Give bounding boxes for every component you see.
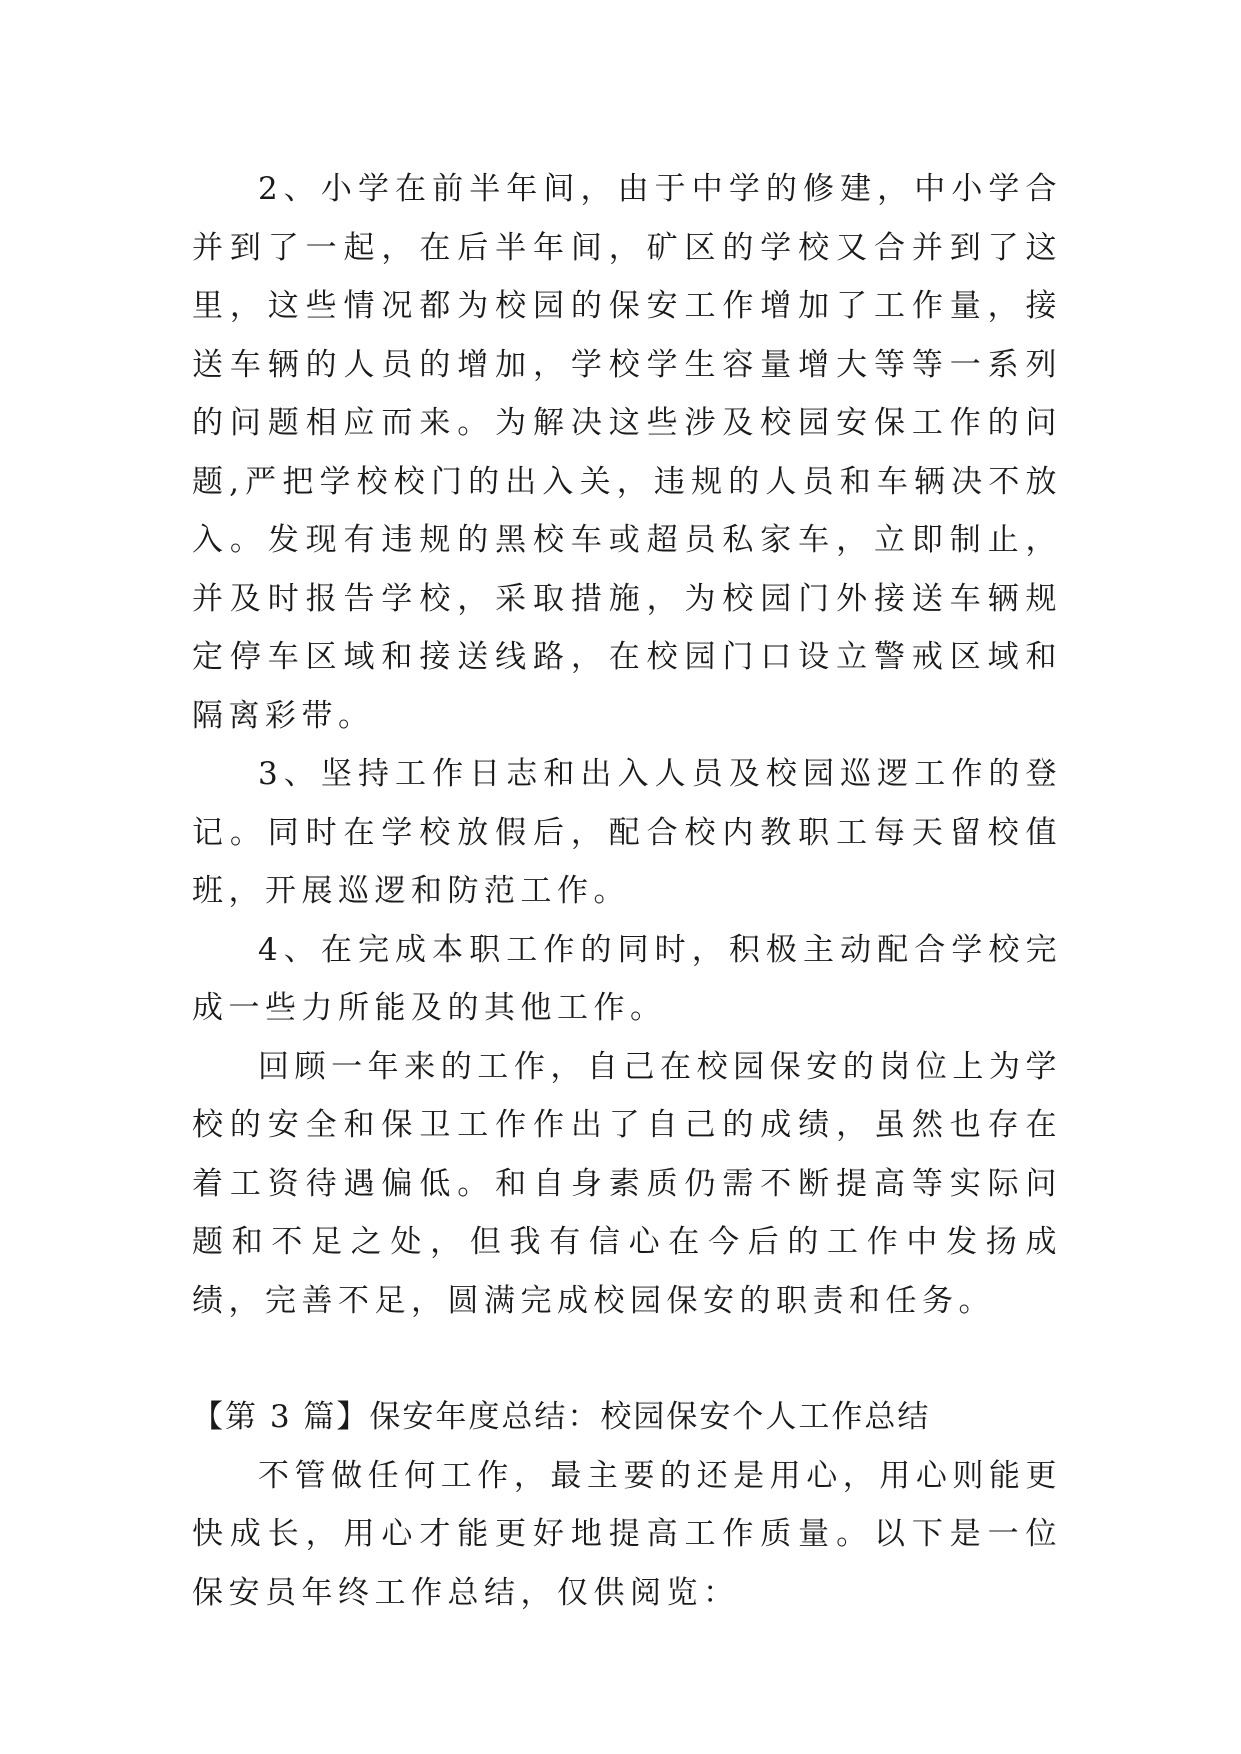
paragraph-item-4: 4、在完成本职工作的同时，积极主动配合学校完成一些力所能及的其他工作。: [192, 931, 1062, 1026]
paragraph-item-2: 2、小学在前半年间，由于中学的修建，中小学合并到了一起，在后半年间，矿区的学校又合并到了这里，这些情况都为校园的保安工作增加了工作量，接送车辆的人员的增加，学校学生容量增大等等一系列的问题相应而来。为解决这些涉及校园安保工作的问题,严把学校校门的出入关，违规的人员和车辆决不放入。发现有违规的黑校车或超员私家车，立即制止，并及时报告学校，采取措施，为校园门外接送车辆规定停车区域和接送线路，在校园门口设立警戒区域和隔离彩带。: [192, 171, 1062, 734]
section-spacer: [192, 1330, 1062, 1388]
paragraph-review: 回顾一年来的工作，自己在校园保安的岗位上为学校的安全和保卫工作作出了自己的成绩，虽然也存在着工资待遇偏低。和自身素质仍需不断提高等实际问题和不足之处，但我有信心在今后的工作中发扬成绩，完善不足，圆满完成校园保安的职责和任务。: [192, 1048, 1062, 1319]
paragraph-intro: 不管做任何工作，最主要的还是用心，用心则能更快成长，用心才能更好地提高工作质量。以下是一位保安员年终工作总结，仅供阅览：: [192, 1457, 1062, 1611]
section-heading: 【第 3 篇】保安年度总结：校园保安个人工作总结: [192, 1399, 931, 1435]
document-body: [192, 160, 1062, 1622]
paragraph-item-3: 3、坚持工作日志和出入人员及校园巡逻工作的登记。同时在学校放假后，配合校内教职工每天留校值班，开展巡逻和防范工作。: [192, 756, 1062, 909]
